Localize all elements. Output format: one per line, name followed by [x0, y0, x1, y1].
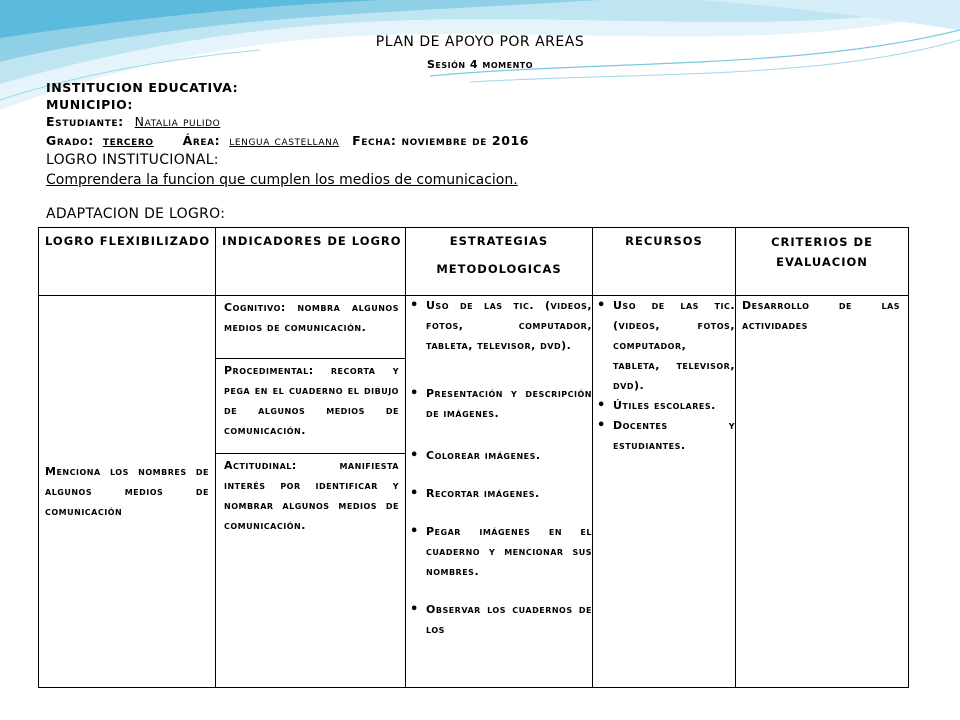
- table-header-row: [39, 228, 909, 296]
- indicadores-cell: [216, 296, 406, 688]
- institucion-line: [46, 80, 238, 95]
- estrategia-item: • Recortar imágenes.: [406, 484, 592, 504]
- institucion-label: INSTITUCION EDUCATIVA:: [46, 80, 239, 95]
- estudiante-line: [46, 114, 220, 129]
- header-criterios: CRITERIOS DE EVALUACION: [736, 228, 909, 296]
- estrategia-item: • Colorear imágenes.: [406, 446, 592, 466]
- recurso-item: • Uso de las tic. (videos, fotos, computador, tableta, televisor, dvd).: [593, 296, 735, 396]
- estrategia-item: • Pegar imágenes en el cuaderno y mencionar sus nombres.: [406, 522, 592, 582]
- municipio-line: [46, 97, 133, 112]
- page-subtitle: Sesión 4 momento: [426, 58, 534, 71]
- header-logro-flexibilizado: LOGRO FLEXIBILIZADO: [39, 228, 216, 296]
- plan-table: [38, 227, 909, 688]
- table-body-row: [39, 296, 909, 688]
- recurso-item: • Docentes y estudiantes.: [593, 416, 735, 456]
- recursos-cell: [593, 296, 736, 688]
- municipio-label: MUNICIPIO:: [46, 97, 133, 112]
- header-estrategias-line1: ESTRATEGIAS: [449, 234, 549, 248]
- adaptacion-heading: ADAPTACION DE LOGRO:: [46, 206, 226, 222]
- header-recursos: RECURSOS: [593, 228, 736, 296]
- recurso-item: • Útiles escolares.: [593, 396, 735, 416]
- estudiante-value: Natalia pulido: [134, 114, 221, 129]
- grado-value: tercero: [102, 133, 154, 148]
- grado-line: [46, 133, 529, 148]
- header-estrategias: [406, 228, 593, 296]
- area-label: Área:: [182, 133, 221, 148]
- grado-label: Grado:: [46, 133, 94, 148]
- estrategia-item: • Presentación y descripción de imágenes.: [406, 384, 592, 424]
- indicador-cognitivo: Cognitivo: nombra algunos medios de comunicación.: [224, 301, 399, 334]
- header-indicadores: INDICADORES DE LOGRO: [216, 228, 406, 296]
- estrategias-cell: [406, 296, 593, 688]
- page-title: PLAN DE APOYO POR AREAS: [375, 34, 585, 50]
- fecha-label: Fecha:: [352, 133, 397, 148]
- logro-heading: LOGRO INSTITUCIONAL:: [46, 152, 219, 168]
- estrategias-list: [406, 296, 592, 640]
- estrategia-item: • Observar los cuadernos de los: [406, 600, 592, 640]
- fecha-value: noviembre de 2016: [401, 133, 530, 148]
- recursos-list: [593, 296, 735, 456]
- indicador-actitudinal: Actitudinal: manifiesta interés por identificar y nombrar algunos medios de comunicación.: [216, 453, 405, 542]
- header-estrategias-line2: METODOLOGICAS: [436, 262, 562, 276]
- area-value: lengua castellana: [229, 133, 340, 148]
- estudiante-label: Estudiante:: [46, 114, 124, 129]
- logro-text: Comprendera la funcion que cumplen los medios de comunicacion.: [46, 172, 518, 188]
- estrategia-item: • Uso de las tic. (videos, fotos, computador, tableta, televisor, dvd).: [406, 296, 592, 356]
- logro-flexibilizado-cell: Menciona los nombres de algunos medios de comunicación: [39, 296, 216, 688]
- indicador-procedimental: Procedimental: recorta y pega en el cuaderno el dibujo de algunos medios de comunicación.: [216, 358, 405, 453]
- criterios-cell: Desarrollo de las actividades: [736, 296, 909, 688]
